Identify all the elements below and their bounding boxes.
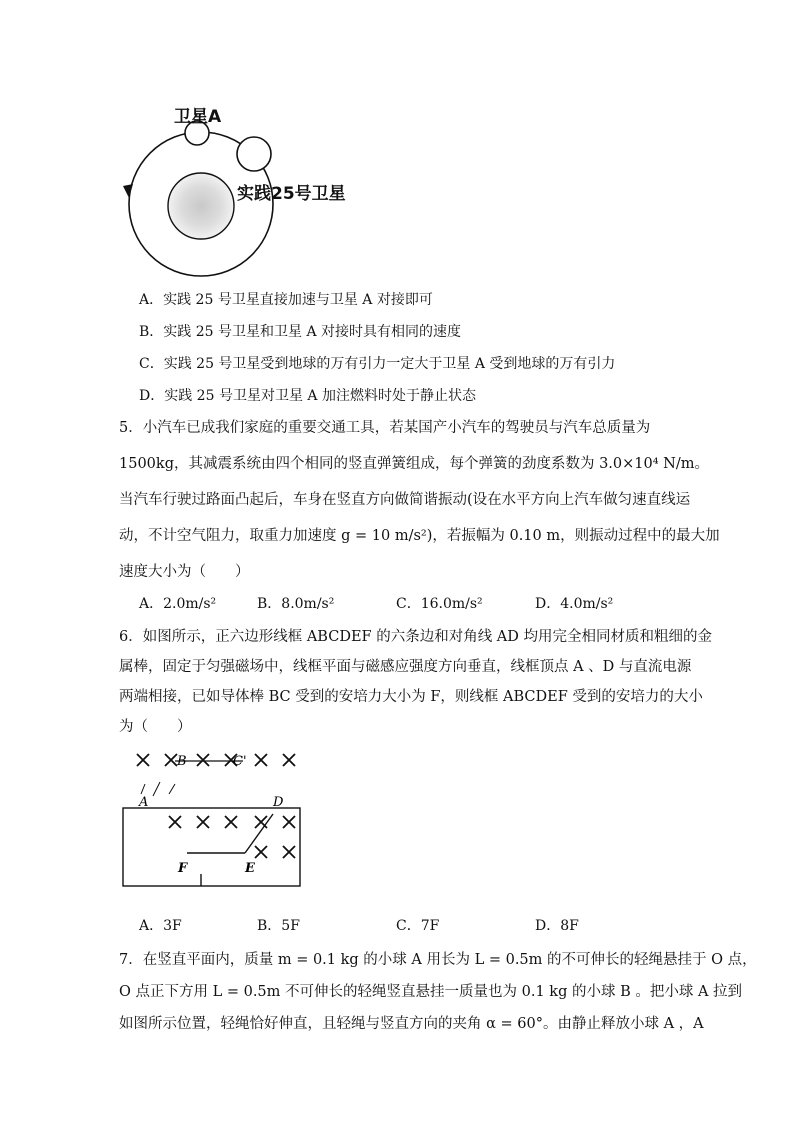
vertex-label-a: A <box>139 795 149 810</box>
q6-line-3: 两端相接，已如导体棒 BC 受到的安培力大小为 F，则线框 ABCDEF 受到的安培力的大小 <box>119 689 703 705</box>
q5-option-b: B．8.0m/s² <box>257 596 335 612</box>
q6-option-b: B．5F <box>257 918 300 934</box>
q6-line-2: 属棒，固定于匀强磁场中，线框平面与磁感应强度方向垂直，线框顶点 A 、D 与直流电源 <box>119 659 692 675</box>
satellite-sj25-label: 实践25号卫星 <box>237 184 346 204</box>
satellite-a-label: 卫星A <box>174 107 222 127</box>
q5-line-1: 5．小汽车已成我们家庭的重要交通工具，若某国产小汽车的驾驶员与汽车总质量为 <box>119 420 651 436</box>
q4-option-b: B．实践 25 号卫星和卫星 A 对接时具有相同的速度 <box>139 324 462 340</box>
orbit-direction-arrow <box>123 184 133 198</box>
vertex-label-e: E <box>245 861 255 876</box>
vertex-label-d: D <box>273 795 284 810</box>
vertex-label-f: F <box>178 861 188 876</box>
q5-option-d: D．4.0m/s² <box>535 596 614 612</box>
earth <box>168 173 234 239</box>
vertex-label-b: B <box>177 754 187 769</box>
q6-option-a: A．3F <box>139 918 182 934</box>
field-crosses <box>137 754 295 858</box>
satellite-sj25 <box>237 137 271 171</box>
q4-option-a: A．实践 25 号卫星直接加速与卫星 A 对接即可 <box>139 292 433 308</box>
q4-option-d: D．实践 25 号卫星对卫星 A 加注燃料时处于静止状态 <box>139 388 476 404</box>
q5-option-a: A．2.0m/s² <box>139 596 217 612</box>
q5-line-5: 速度大小为（ ） <box>119 564 250 580</box>
q6-option-d: D．8F <box>535 918 579 934</box>
q6-line-1: 6．如图所示，正六边形线框 ABCDEF 的六条边和对角线 AD 均用完全相同材质和粗细的金 <box>119 629 713 645</box>
q5-line-4: 动，不计空气阻力，取重力加速度 g = 10 m/s²)，若振幅为 0.10 m，则振动过程中的最大加 <box>119 528 720 544</box>
q5-option-c: C．16.0m/s² <box>396 596 483 612</box>
q7-line-2: O 点正下方用 L = 0.5m 不可伸长的轻绳竖直悬挂一质量也为 0.1 kg 的小球 B 。把小球 A 拉到 <box>119 984 743 1000</box>
q7-line-1: 7．在竖直平面内，质量 m = 0.1 kg 的小球 A 用长为 L = 0.5m 的不可伸长的轻绳悬挂于 O 点， <box>119 952 757 968</box>
q4-option-c: C．实践 25 号卫星受到地球的万有引力一定大于卫星 A 受到地球的万有引力 <box>139 356 616 372</box>
q6-option-c: C．7F <box>396 918 440 934</box>
vertex-label-c: C' <box>233 754 247 769</box>
hexagon-field-figure <box>115 742 315 892</box>
q6-line-4: 为（ ） <box>119 719 192 735</box>
q5-line-2: 1500kg，其减震系统由四个相同的竖直弹簧组成，每个弹簧的劲度系数为 3.0×10⁴ N/m。 <box>119 456 709 472</box>
frame-rect <box>123 808 300 886</box>
q7-line-3: 如图所示位置，轻绳恰好伸直，且轻绳与竖直方向的夹角 α = 60°。由静止释放小球 A ，A <box>119 1016 704 1032</box>
edge-ab <box>141 782 175 796</box>
q5-line-3: 当汽车行驶过路面凸起后，车身在竖直方向做简谐振动(设在水平方向上汽车做匀速直线运 <box>119 492 691 508</box>
